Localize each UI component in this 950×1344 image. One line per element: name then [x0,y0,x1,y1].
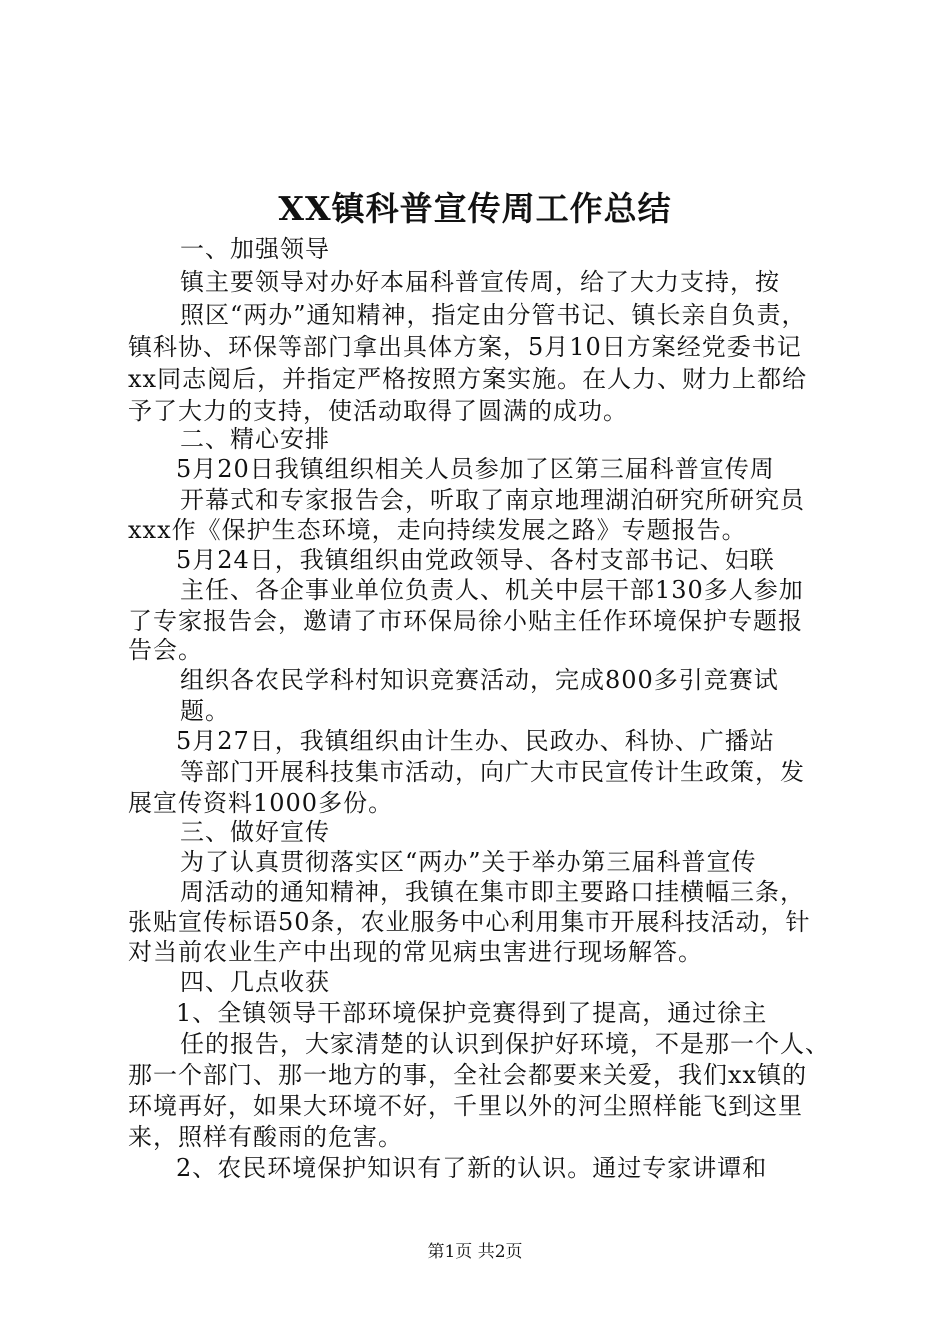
paragraph-line: xxx作《保护生态环境，走向持续发展之路》专题报告。 [128,516,747,544]
paragraph-line: 来，照样有酸雨的危害。 [128,1123,403,1151]
page-footer: 第1页 共2页 [427,1242,523,1262]
paragraph-line: 展宣传资料1000多份。 [128,789,394,817]
paragraph-line: 告会。 [128,636,203,664]
paragraph-line: 等部门开展科技集市活动，向广大市民宣传计生政策，发 [180,758,805,786]
section-heading: 二、精心安排 [180,425,330,453]
paragraph-line: 环境再好，如果大环境不好，千里以外的河尘照样能飞到这里 [128,1092,803,1120]
paragraph-line: 主任、各企事业单位负责人、机关中层干部130多人参加 [180,576,804,604]
paragraph-line: 张贴宣传标语50条，农业服务中心利用集市开展科技活动，针 [128,908,811,936]
paragraph-line: 为了认真贯彻落实区“两办”关于举办第三届科普宣传 [180,848,757,876]
paragraph-line: 予了大力的支持，使活动取得了圆满的成功。 [128,397,628,425]
paragraph-line: 5月20日我镇组织相关人员参加了区第三届科普宣传周 [176,455,775,483]
paragraph-line: 照区“两办”通知精神，指定由分管书记、镇长亲自负责， [180,301,807,329]
paragraph-line: 开幕式和专家报告会，听取了南京地理湖泊研究所研究员 [180,486,805,514]
section-heading: 四、几点收获 [180,968,330,996]
paragraph-line: 组织各农民学科村知识竞赛活动，完成800多引竞赛试 [180,666,779,694]
paragraph-line: 题。 [180,697,230,725]
paragraph-line: 周活动的通知精神，我镇在集市即主要路口挂横幅三条， [180,878,805,906]
paragraph-line: 1、全镇领导干部环境保护竞赛得到了提高，通过徐主 [176,999,768,1027]
paragraph-line: 2、农民环境保护知识有了新的认识。通过专家讲谭和 [176,1154,768,1182]
paragraph-line: 那一个部门、那一地方的事，全社会都要来关爱，我们xx镇的 [128,1061,808,1089]
paragraph-line: 了专家报告会，邀请了市环保局徐小贴主任作环境保护专题报 [128,607,803,635]
paragraph-line: 对当前农业生产中出现的常见病虫害进行现场解答。 [128,938,703,966]
section-heading: 三、做好宣传 [180,818,330,846]
paragraph-line: 5月27日，我镇组织由计生办、民政办、科协、广播站 [176,727,775,755]
paragraph-line: 镇科协、环保等部门拿出具体方案，5月10日方案经党委书记 [128,333,802,361]
section-heading: 一、加强领导 [180,235,330,263]
paragraph-line: 镇主要领导对办好本届科普宣传周，给了大力支持，按 [180,268,780,296]
paragraph-line: xx同志阅后，并指定严格按照方案实施。在人力、财力上都给 [128,365,808,393]
paragraph-line: 5月24日，我镇组织由党政领导、各村支部书记、妇联 [176,546,775,574]
document-title: XX镇科普宣传周工作总结 [278,189,672,228]
paragraph-line: 任的报告，大家清楚的认识到保护好环境，不是那一个人、 [180,1030,830,1058]
